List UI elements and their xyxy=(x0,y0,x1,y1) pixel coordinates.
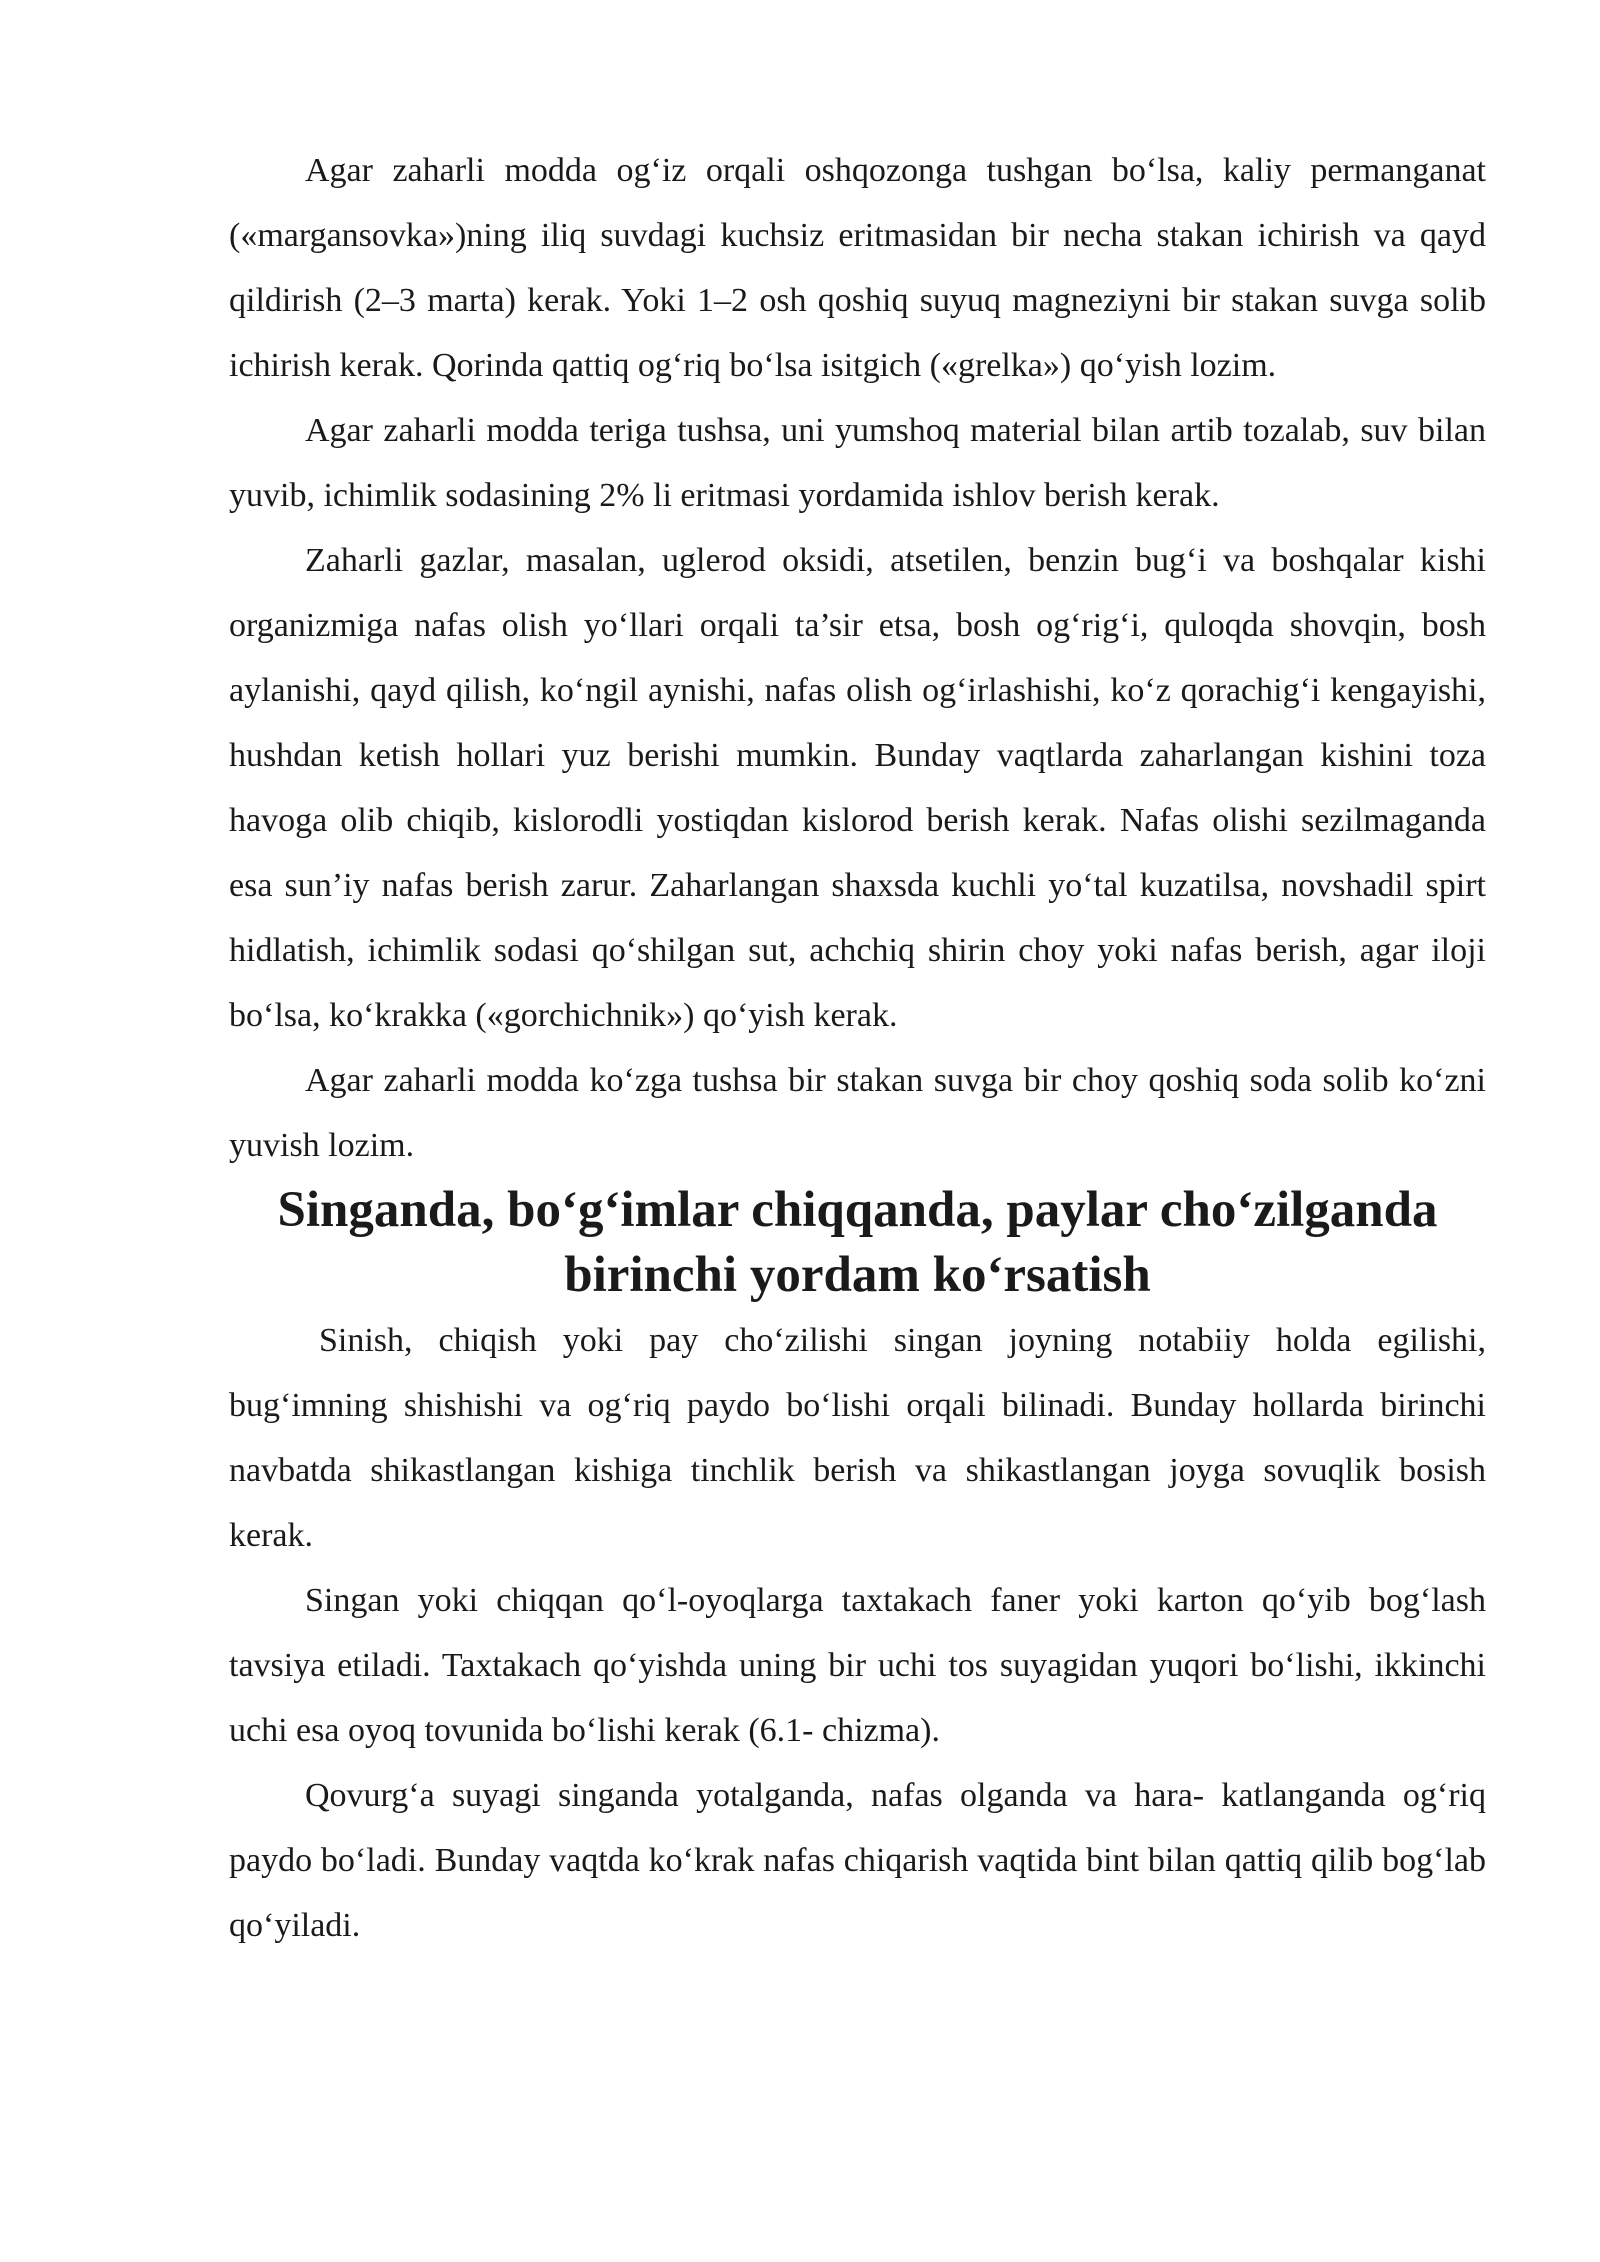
paragraph-oral-poisoning: Agar zaharli modda og‘iz orqali oshqozonga tushgan bo‘lsa, kaliy permanganat («margansovka»)ning iliq suvdagi kuchsiz eritmasidan bir necha stakan ichirish va qayd qildirish (2–3 marta) kerak. Yoki 1–2 osh qoshiq suyuq magneziyni bir stakan suvga solib ichirish kerak. Qorinda qattiq og‘riq bo‘lsa isitgich («grelka») qo‘yish lozim. xyxy=(229,152,1486,384)
paragraph-rib-fracture: Qovurg‘a suyagi singanda yotalganda, nafas olganda va hara- katlanganda og‘riq paydo bo‘ladi. Bunday vaqtda ko‘krak nafas chiqarish vaqtida bint bilan qattiq qilib bog‘lab qo‘yiladi. xyxy=(229,1777,1486,1944)
paragraph-splint: Singan yoki chiqqan qo‘l-oyoqlarga taxtakach faner yoki karton qo‘yib bog‘lash tavsiya etiladi. Taxtakach qo‘yishda uning bir uchi tos suyagidan yuqori bo‘lishi, ikkinchi uchi esa oyoq tovunida bo‘lishi kerak (6.1- chizma). xyxy=(229,1582,1486,1749)
paragraph-eye-poisoning: Agar zaharli modda ko‘zga tushsa bir stakan suvga bir choy qoshiq soda solib ko‘zni yuvish lozim. xyxy=(229,1062,1486,1164)
paragraph-fracture-signs: Sinish, chiqish yoki pay cho‘zilishi singan joyning notabiiy holda egilishi, bug‘imning shishishi va og‘riq paydo bo‘lishi orqali bilinadi. Bunday hollarda birinchi navbatda shikastlangan kishiga tinchlik berish va shikastlangan joyga sovuqlik bosish kerak. xyxy=(229,1322,1486,1554)
paragraph-gas-poisoning: Zaharli gazlar, masalan, uglerod oksidi, atsetilen, benzin bug‘i va boshqalar kishi organizmiga nafas olish yo‘llari orqali ta’sir etsa, bosh og‘rig‘i, quloqda shovqin, bosh aylanishi, qayd qilish, ko‘ngil aynishi, nafas olish og‘irlashishi, ko‘z qorachig‘i kengayishi, hushdan ketish hollari yuz berishi mumkin. Bunday vaqtlarda zaharlangan kishini toza havoga olib chiqib, kislorodli yostiqdan kislorod berish kerak. Nafas olishi sezilmaganda esa sun’iy nafas berish zarur. Zaharlangan shaxsda kuchli yo‘tal kuzatilsa, novshadil spirt hidlatish, ichimlik sodasi qo‘shilgan sut, achchiq shirin choy yoki nafas berish, agar iloji bo‘lsa, ko‘krakka («gorchichnik») qo‘yish kerak. xyxy=(229,542,1486,1034)
paragraph-skin-poisoning: Agar zaharli modda teriga tushsa, uni yumshoq material bilan artib tozalab, suv bilan yuvib, ichimlik sodasining 2% li eritmasi yordamida ishlov berish kerak. xyxy=(229,412,1486,514)
section-heading-fractures: Singanda, bo‘g‘imlar chiqqanda, paylar cho‘zilganda birinchi yordam ko‘rsatish xyxy=(277,1182,1438,1303)
document-page xyxy=(229,138,1486,1958)
